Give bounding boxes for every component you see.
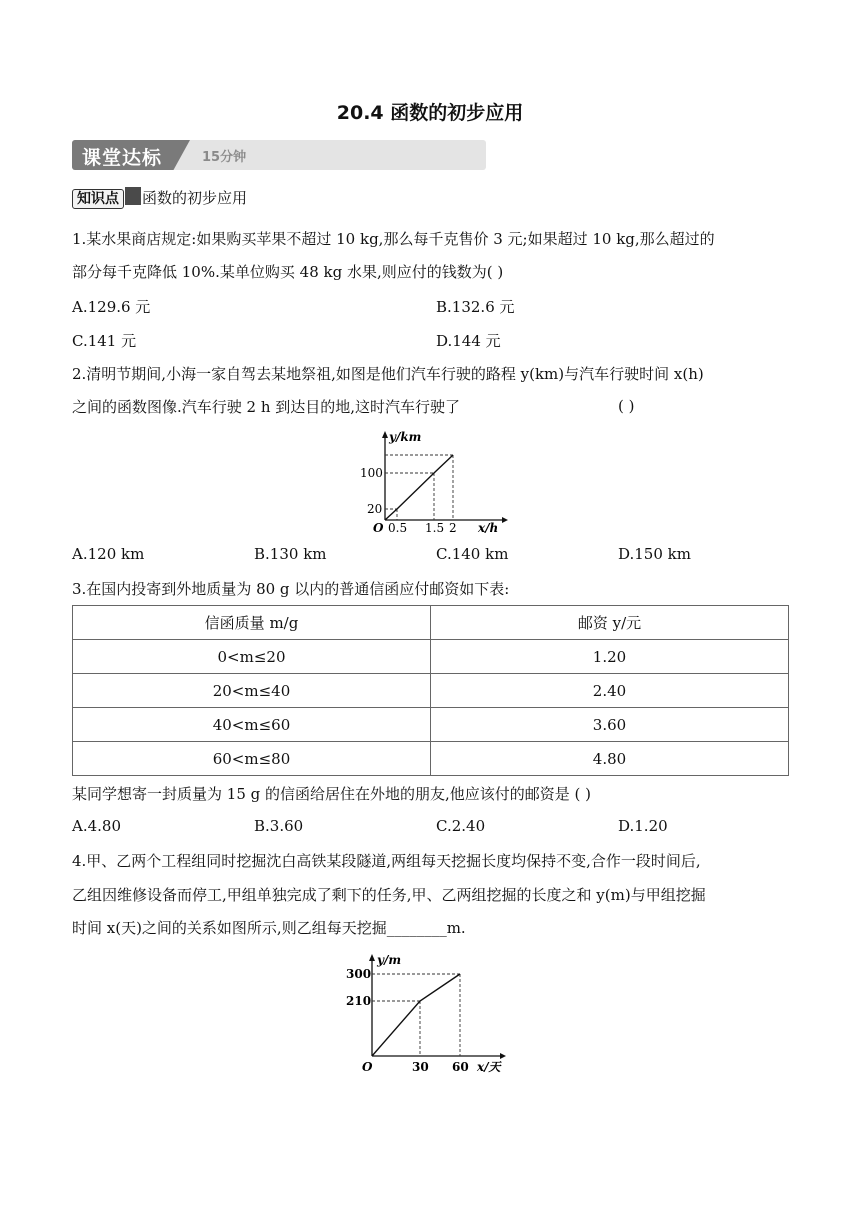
table-cell-postage: 1.20	[431, 640, 789, 674]
graph1-xtick-2: 2	[449, 521, 457, 535]
graph1-origin: O	[373, 521, 384, 535]
q1-option-b: B.132.6 元	[436, 298, 515, 316]
q2-line2: 之间的函数图像.汽车行驶 2 h 到达目的地,这时汽车行驶了	[72, 398, 461, 416]
graph1-function-line	[385, 455, 453, 520]
table-cell-weight: 60<m≤80	[73, 742, 431, 776]
banner-label: 课堂达标	[82, 147, 163, 169]
q4-line3: 时间 x(天)之间的关系如图所示,则乙组每天挖掘________m.	[72, 919, 466, 937]
graph2-ytick-300: 300	[346, 967, 372, 981]
table-cell-weight: 0<m≤20	[73, 640, 431, 674]
postage-table	[72, 605, 789, 776]
q3-question: 某同学想寄一封质量为 15 g 的信函给居住在外地的朋友,他应该付的邮资是 ( )	[72, 785, 592, 803]
graph-distance-time	[352, 425, 512, 535]
table-row	[73, 742, 789, 776]
q1-line1: 1.某水果商店规定:如果购买苹果不超过 10 kg,那么每千克售价 3 元;如果超过 10 kg,那么超过的	[72, 230, 715, 248]
graph2-function-line	[372, 974, 460, 1056]
q2-option-a: A.120 km	[72, 545, 145, 563]
q1-option-a: A.129.6 元	[72, 298, 151, 316]
q2-option-c: C.140 km	[436, 545, 509, 563]
section-banner	[72, 140, 486, 170]
graph2-xtick-30: 30	[412, 1060, 429, 1074]
q2-option-b: B.130 km	[254, 545, 327, 563]
table-header-weight: 信函质量 m/g	[73, 606, 431, 640]
graph2-y-arrow	[369, 954, 375, 961]
graph2-ytick-210: 210	[346, 994, 372, 1008]
q2-option-d: D.150 km	[618, 545, 691, 563]
graph2-x-label: x/天	[477, 1060, 501, 1074]
graph-tunnel-length	[340, 950, 520, 1078]
q1-option-d: D.144 元	[436, 332, 501, 350]
q3-option-a: A.4.80	[72, 817, 121, 835]
table-cell-weight: 20<m≤40	[73, 674, 431, 708]
graph1-y-label: y/km	[389, 430, 422, 444]
q4-line1: 4.甲、乙两个工程组同时挖掘沈白高铁某段隧道,两组每天挖掘长度均保持不变,合作一段时间后,	[72, 852, 701, 870]
table-row	[73, 674, 789, 708]
q3-option-d: D.1.20	[618, 817, 668, 835]
graph2-x-arrow	[500, 1053, 506, 1059]
table-header-row	[73, 606, 789, 640]
graph2-y-label: y/m	[377, 953, 402, 967]
table-cell-postage: 4.80	[431, 742, 789, 776]
graph1-y-arrow	[382, 431, 388, 438]
q2-line1: 2.清明节期间,小海一家自驾去某地祭祖,如图是他们汽车行驶的路程 y(km)与汽车行驶时间 x(h)	[72, 365, 704, 383]
q1-line2: 部分每千克降低 10%.某单位购买 48 kg 水果,则应付的钱数为( )	[72, 263, 504, 281]
q1-option-c: C.141 元	[72, 332, 137, 350]
table-row	[73, 640, 789, 674]
table-header-postage: 邮资 y/元	[431, 606, 789, 640]
q4-line2: 乙组因维修设备而停工,甲组单独完成了剩下的任务,甲、乙两组挖掘的长度之和 y(m)与甲组挖掘	[72, 886, 706, 904]
table-cell-postage: 2.40	[431, 674, 789, 708]
graph2-origin: O	[362, 1060, 373, 1074]
graph1-x-arrow	[502, 517, 508, 523]
table-cell-postage: 3.60	[431, 708, 789, 742]
q2-bracket: ( )	[618, 397, 635, 415]
q3-intro: 3.在国内投寄到外地质量为 80 g 以内的普通信函应付邮资如下表:	[72, 580, 510, 598]
table-row	[73, 708, 789, 742]
knowledge-point	[72, 187, 247, 209]
banner-time: 15分钟	[202, 150, 247, 165]
page-title: 20.4 函数的初步应用	[336, 102, 524, 124]
knowledge-point-marker	[125, 187, 141, 205]
table-cell-weight: 40<m≤60	[73, 708, 431, 742]
graph1-ytick-100: 100	[360, 466, 383, 480]
graph1-xtick-0-5: 0.5	[388, 521, 408, 535]
graph1-ytick-20: 20	[367, 502, 383, 516]
graph2-xtick-60: 60	[452, 1060, 469, 1074]
knowledge-point-label: 知识点	[72, 189, 124, 209]
graph1-xtick-1-5: 1.5	[425, 521, 445, 535]
knowledge-point-text: 函数的初步应用	[142, 189, 248, 207]
q3-option-b: B.3.60	[254, 817, 304, 835]
graph1-x-label: x/h	[478, 521, 499, 535]
q3-option-c: C.2.40	[436, 817, 486, 835]
